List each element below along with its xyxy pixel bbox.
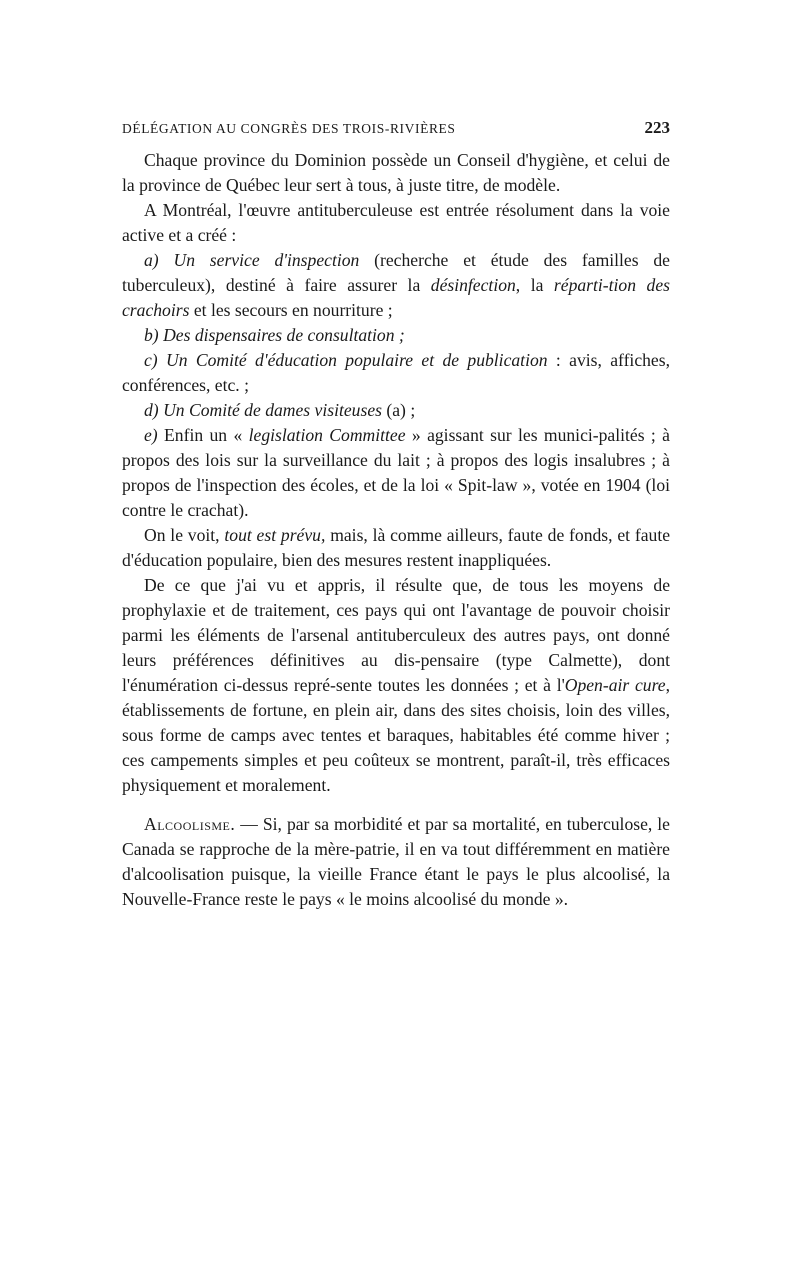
text-run: A Montréal, l'œuvre antituberculeuse est entrée résolument dans la voie active et a créé :: [122, 200, 670, 245]
body-text: [122, 148, 670, 912]
text-run: De ce que j'ai vu et appris, il résulte que, de tous les moyens de prophylaxie et de traitement, ces pays qui ont l'avantage de pouvoir choisir parmi les éléments de l'arsenal antituberculeux des autres pays, ont donné leurs préférences définitives au dis-pensaire (type Calmette), dont l'énumération ci-dessus repré-sente toutes les données ; et à l': [122, 575, 670, 695]
list-label: d): [144, 400, 159, 420]
running-header: [122, 118, 670, 148]
paragraph-prophylaxie: [122, 573, 670, 798]
text-run: Chaque province du Dominion possède un Conseil d'hygiène, et celui de la province de Québec leur sert à tous, à juste titre, de modèle.: [122, 150, 670, 195]
text-run: On le voit,: [144, 525, 220, 545]
paragraph-tout-est-prevu: [122, 523, 670, 573]
text-run: Enfin un «: [164, 425, 243, 445]
text-run: , établissements de fortune, en plein air, dans des sites choisis, loin des villes, sous forme de camps avec tentes et baraques, habitables été comme hiver ; ces campements simples et peu coûteux se montrent, paraît-il, très efficaces physiquement et moralement.: [122, 675, 670, 795]
emphasis: Un Comité de dames visiteuses: [163, 400, 382, 420]
list-item-d: [122, 398, 670, 423]
list-label: a): [144, 250, 159, 270]
emphasis: désinfection: [430, 275, 516, 295]
emphasis: Open-air cure: [564, 675, 666, 695]
paragraph-montreal: [122, 198, 670, 248]
emphasis: réparti-tion des crachoirs: [122, 275, 670, 320]
list-item-e: [122, 423, 670, 523]
emphasis: tout est prévu,: [224, 525, 326, 545]
list-label: e): [144, 425, 158, 445]
text-run: mais, là comme ailleurs, faute de fonds, et faute d'éducation populaire, bien des mesures restent inappliquées.: [122, 525, 671, 570]
text-run: » agissant sur les munici-palités ; à propos des lois sur la surveillance du lait ; à propos des logis insalubres ; à propos de l'inspection des écoles, et de la loi « Spit-law », votée en 1904 (loi contre le crachat).: [122, 425, 670, 520]
text-run: , la: [515, 275, 544, 295]
text-run: — Si, par sa morbidité et par sa mortalité, en tuberculose, le Canada se rapproche de la mère-patrie, il en va tout différemment en matière d'alcoolisation puisque, la vieille France étant le pays le plus alcoolisé, la Nouvelle-France reste le pays « le moins alcoolisé du monde ».: [122, 814, 670, 909]
running-title: DÉLÉGATION AU CONGRÈS DES TROIS-RIVIÈRES: [122, 121, 456, 136]
emphasis: Un service d'inspection: [173, 250, 360, 270]
list-item-b: [122, 323, 670, 348]
text-run: (a) ;: [386, 400, 416, 420]
text-run: et les secours en nourriture ;: [193, 300, 393, 320]
paragraph-hygiene-council: [122, 148, 670, 198]
page-number: 223: [644, 118, 670, 137]
emphasis: Un Comité d'éducation populaire et de publication: [166, 350, 548, 370]
text-run: : avis, affiches, conférences, etc. ;: [122, 350, 670, 395]
list-label: c): [144, 350, 158, 370]
emphasis: legislation Committee: [248, 425, 406, 445]
emphasis: Des dispensaires de consultation ;: [163, 325, 405, 345]
list-item-a: [122, 248, 670, 323]
book-page: [122, 118, 670, 912]
paragraph-alcoolisme: [122, 812, 670, 912]
text-run: (recherche et étude des familles de tuberculeux), destiné à faire assurer la: [122, 250, 670, 295]
section-heading: Alcoolisme.: [144, 814, 236, 834]
list-label: b): [144, 325, 159, 345]
list-item-c: [122, 348, 670, 398]
